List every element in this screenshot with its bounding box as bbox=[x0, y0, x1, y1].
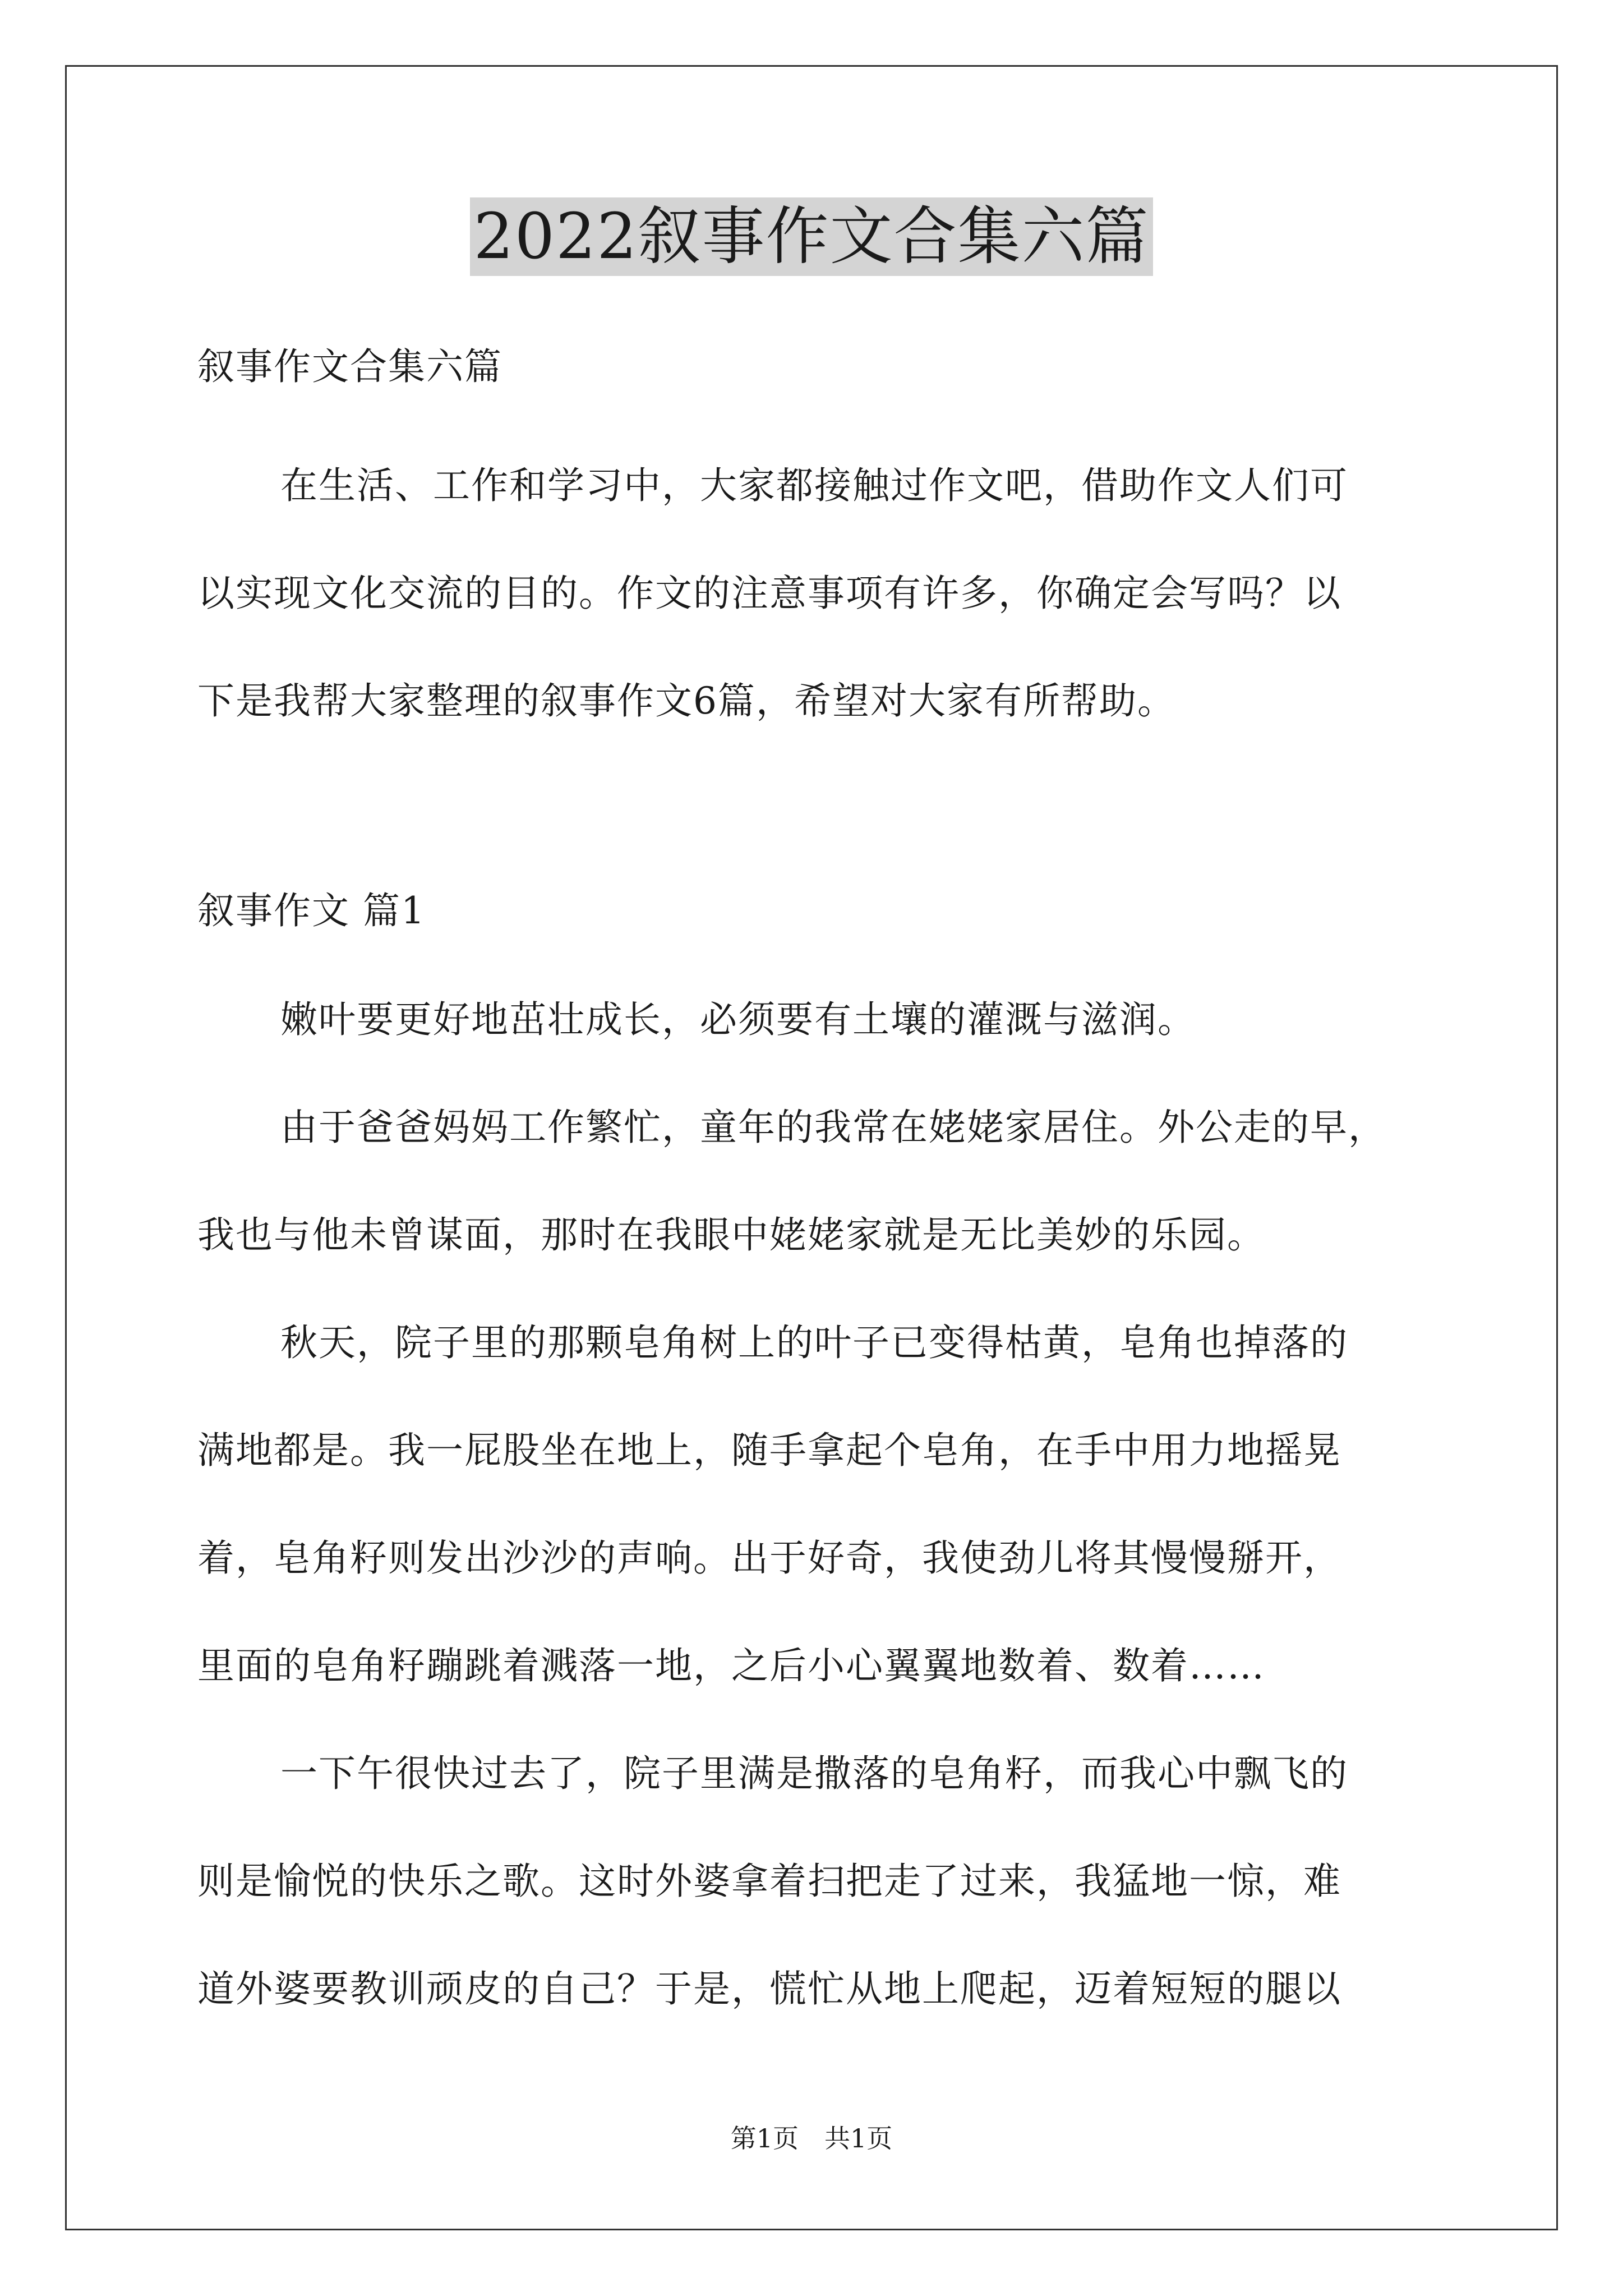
document-subtitle: 叙事作文合集六篇 bbox=[197, 345, 502, 388]
intro-line-3: 下是我帮大家整理的叙事作文6篇，希望对大家有所帮助。 bbox=[197, 679, 1175, 723]
body-line-9: 则是愉悦的快乐之歌。这时外婆拿着扫把走了过来，我猛地一惊，难 bbox=[197, 1860, 1341, 1903]
body-line-6: 着，皂角籽则发出沙沙的声响。出于好奇，我使劲儿将其慢慢掰开， bbox=[197, 1536, 1341, 1580]
body-line-5: 满地都是。我一屁股坐在地上，随手拿起个皂角，在手中用力地摇晃 bbox=[197, 1429, 1341, 1472]
body-line-2: 由于爸爸妈妈工作繁忙，童年的我常在姥姥家居住。外公走的早， bbox=[280, 1106, 1386, 1149]
body-line-3: 我也与他未曾谋面，那时在我眼中姥姥家就是无比美妙的乐园。 bbox=[197, 1213, 1265, 1257]
document-title: 2022叙事作文合集六篇 bbox=[470, 197, 1152, 276]
body-line-7: 里面的皂角籽蹦跳着溅落一地，之后小心翼翼地数着、数着…… bbox=[197, 1644, 1265, 1687]
body-line-8: 一下午很快过去了，院子里满是撒落的皂角籽，而我心中飘飞的 bbox=[280, 1752, 1348, 1795]
page-footer: 第1页 共1页 bbox=[730, 2123, 893, 2154]
body-line-1: 嫩叶要更好地茁壮成长，必须要有土壤的灌溉与滋润。 bbox=[280, 998, 1196, 1041]
intro-line-1: 在生活、工作和学习中，大家都接触过作文吧，借助作文人们可 bbox=[280, 464, 1348, 507]
body-line-10: 道外婆要教训顽皮的自己？于是，慌忙从地上爬起，迈着短短的腿以 bbox=[197, 1967, 1341, 2010]
body-line-4: 秋天，院子里的那颗皂角树上的叶子已变得枯黄，皂角也掉落的 bbox=[280, 1321, 1348, 1364]
intro-line-2: 以实现文化交流的目的。作文的注意事项有许多，你确定会写吗？以 bbox=[197, 572, 1341, 615]
title-container bbox=[0, 197, 1623, 276]
section-heading: 叙事作文 篇1 bbox=[197, 889, 426, 932]
